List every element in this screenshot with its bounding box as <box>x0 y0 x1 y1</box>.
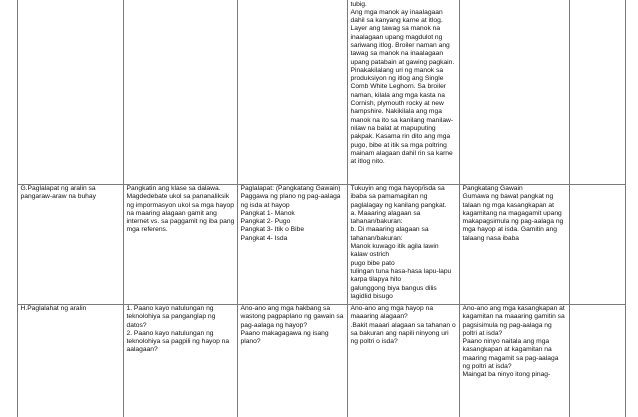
table-row <box>18 0 626 184</box>
day-2-cell: Ano-ano ang mga hakbang sa wastong pagpaplano ng gawain sa pag-aalaga ng hayop? Paano makagagawa ng isang plano? <box>238 304 348 417</box>
lesson-plan-table <box>17 0 626 417</box>
day-3-cell: Tukuyin ang mga hayop/isda sa ibaba sa pamamagitan ng paglalagay ng kanilang pangkat. a. Maaaring alagaan sa tahanan/bakuran: b. Di maaaring alagaan sa tahanan/bakuran: Manok kuwago itik agila lawin kalaw ostrich pugo bibe pato tulingan tuna hasa-hasa lapu-lapu karpa tilapya hito galunggong biya bangus dilis lagidlid bisugo <box>348 184 460 304</box>
lesson-plan-sheet <box>17 0 626 417</box>
row-label-cell: H.Paglalahat ng aralin <box>18 304 124 417</box>
table-row <box>18 304 626 417</box>
day-4-cell: Pangkatang Gawain Gumawa ng bawat pangkat ng talaan ng mga kasangkapan at kagamitang na magagamit upang makapagsimula ng pag-aalaga ng mga hayop at isda. Gamitin ang talaang nasa ibaba <box>460 184 570 304</box>
row-label-cell: G.Paglalapat ng aralin sa pangaraw-araw na buhay <box>18 184 124 304</box>
day-4-cell <box>460 0 570 184</box>
day-1-cell: 1. Paano kayo natulungan ng teknolohiya sa panganglap ng datos? 2. Paano kayo natulungan ng teknolohiya sa pagpili ng hayop na aalagaan? <box>124 304 238 417</box>
day-5-cell <box>570 0 626 184</box>
row-label-cell <box>18 0 124 184</box>
day-5-cell <box>570 304 626 417</box>
day-3-cell: tubig. Ang mga manok ay inaalagaan dahil sa kanyang karne at itlog. Layer ang tawag sa manok na inaalagaan upang magdulot ng sariwang itlog. Broiler naman ang tawag sa manok na inaalagaan upang patabain at gawing pagkain. Pinakakilalang uri ng manok sa produksiyon ng itlog ang Single Comb White Leghorn. Sa broiler naman, kilala ang mga kasta na Cornish, plymouth rocky at new hampshire. Nakikilala ang mga manok na ito sa kanilang manilaw-nilaw na balat at mapuputing pakpak. Kasama rin dito ang mga pugo, bibe at itik sa mga poltring mainam alagaan dahil rin sa karne at itlog nito. <box>348 0 460 184</box>
day-5-cell <box>570 184 626 304</box>
table-row <box>18 184 626 304</box>
day-2-cell: Paglalapat: (Pangkatang Gawain) Paggawa ng plano ng pag-aalaga ng isda at hayop Pangkat 1- Manok Pangkat 2- Pugo Pangkat 3- Itik o Bibe Pangkat 4- Isda <box>238 184 348 304</box>
day-2-cell <box>238 0 348 184</box>
day-3-cell: Ano-ano ang mga hayop na maaaring alagaan? .Bakit maaari alagaan sa tahanan o sa bakuran ang napili ninyong uri ng poltri o isda? <box>348 304 460 417</box>
day-1-cell: Pangkatin ang klase sa dalawa. Magdedebate ukol sa pananaliksik ng impormasyon ukol sa mga hayop na maaring alagaan gamit ang internet vs. sa paggamit ng iba pang mga referens. <box>124 184 238 304</box>
day-1-cell <box>124 0 238 184</box>
day-4-cell: Ano-ano ang mga kasangkapan at kagamitan na maaaring gamitin sa pagsisimula ng pag-aalaga ng poltri at isda? Paano ninyo naitala ang mga kasangkapan at kagamitan na maaring magamit sa pag-aalaga ng poltri at isda? Maingat ba ninyo itong pinag- <box>460 304 570 417</box>
